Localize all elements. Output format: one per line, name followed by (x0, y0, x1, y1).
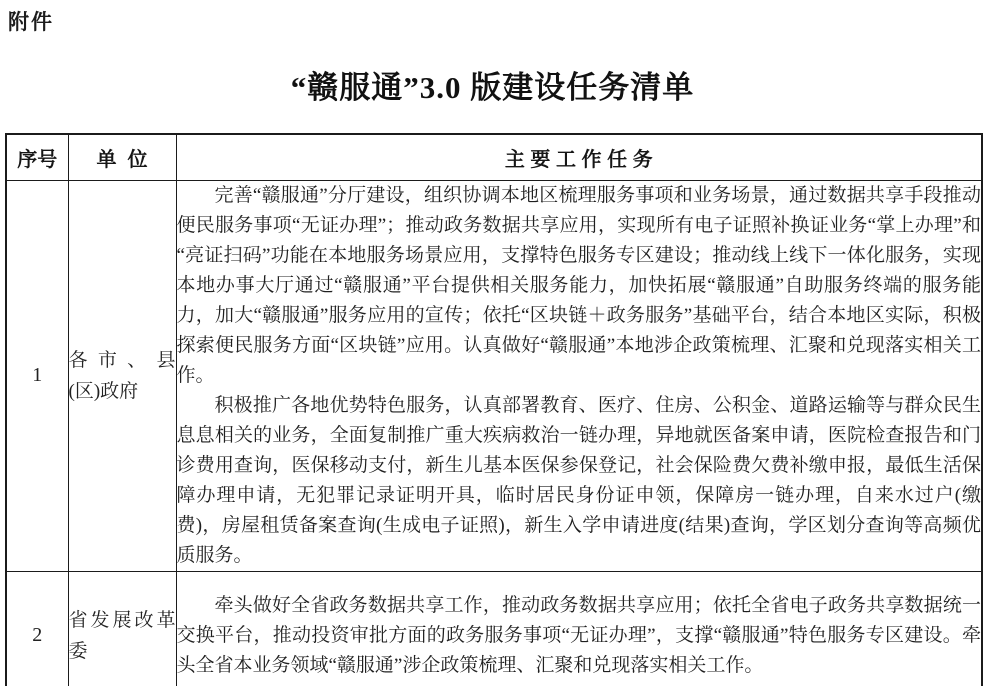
row-index-value: 2 (6, 571, 68, 686)
row-unit-value: 各市、县(区)政府 (68, 180, 176, 571)
row-index-value: 1 (6, 180, 68, 571)
row-unit-value: 省发展改革委 (68, 571, 176, 686)
table-row (6, 180, 982, 571)
page-title: “赣服通”3.0 版建设任务清单 (290, 70, 695, 105)
attachment-label: 附件 (8, 11, 54, 34)
table-row (6, 571, 982, 686)
row-tasks-cell (176, 180, 982, 571)
task-paragraph: 完善“赣服通”分厅建设，组织协调本地区梳理服务事项和业务场景，通过数据共享手段推动便民服务事项“无证办理”；推动政务数据共享应用，实现所有电子证照补换证业务“掌上办理”和“亮证扫码”功能在本地服务场景应用，支撑特色服务专区建设；推动线上线下一体化服务，实现本地办事大厅通过“赣服通”平台提供相关服务能力，加快拓展“赣服通”自助服务终端的服务能力，加大“赣服通”服务应用的宣传；依托“区块链＋政务服务”基础平台，结合本地区实际，积极探索便民服务方面“区块链”应用。认真做好“赣服通”本地涉企政策梳理、汇聚和兑现落实相关工作。 (176, 184, 981, 386)
task-paragraph: 牵头做好全省政务数据共享工作，推动政务数据共享应用；依托全省电子政务共享数据统一交换平台，推动投资审批方面的政务服务事项“无证办理”，支撑“赣服通”特色服务专区建设。牵头全省本业务领域“赣服通”涉企政策梳理、汇聚和兑现落实相关工作。 (176, 594, 981, 676)
column-header-tasks: 主 要 工 作 任 务 (176, 134, 982, 180)
column-header-index: 序号 (6, 134, 68, 180)
table-header-row (6, 134, 982, 180)
column-header-unit: 单 位 (68, 134, 176, 180)
row-tasks-cell (176, 571, 982, 686)
task-table (5, 133, 983, 686)
task-paragraph: 积极推广各地优势特色服务，认真部署教育、医疗、住房、公积金、道路运输等与群众民生息息相关的业务，全面复制推广重大疾病救治一链办理，异地就医备案申请，医院检查报告和门诊费用查询，医保移动支付，新生儿基本医保参保登记，社会保险费欠费补缴申报，最低生活保障办理申请，无犯罪记录证明开具，临时居民身份证申领，保障房一链办理，自来水过户(缴费)，房屋租赁备案查询(生成电子证照)，新生入学申请进度(结果)查询，学区划分查询等高频优质服务。 (176, 394, 981, 566)
